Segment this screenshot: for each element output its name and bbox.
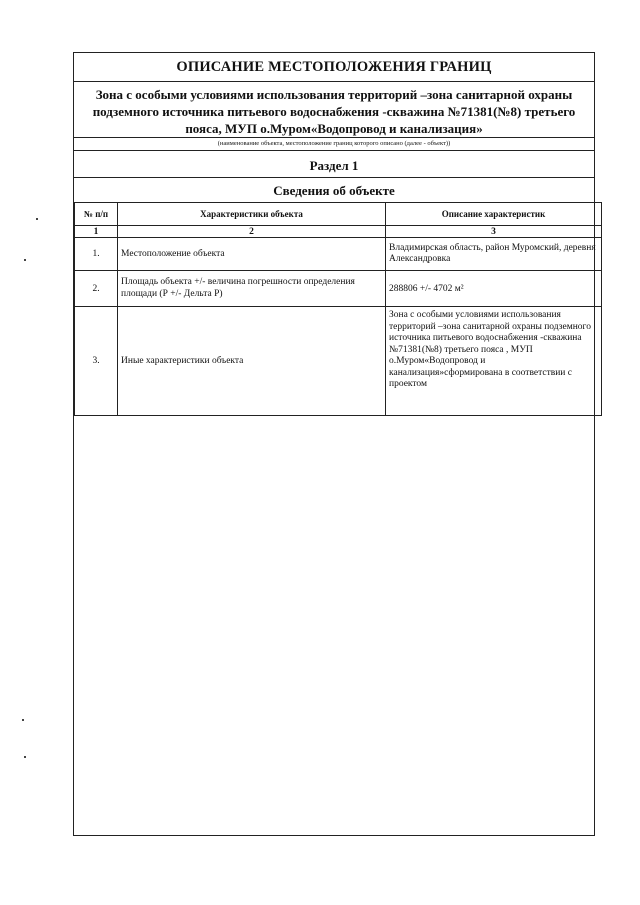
row-characteristic: Площадь объекта +/- величина погрешности определения площади (Р +/- Дельта Р) [118,271,386,307]
column-header: Описание характеристик [386,203,602,226]
divider [74,150,594,151]
column-header: № п/п [75,203,118,226]
column-number: 3 [386,226,602,238]
document-frame [73,52,595,836]
row-description: Владимирская область, район Муромский, деревня Александровка [386,238,602,271]
scan-mark [24,259,26,261]
row-number: 3. [75,307,118,416]
column-number: 1 [75,226,118,238]
scan-mark [22,719,24,721]
table-header-row [75,203,602,226]
divider [74,177,594,178]
divider [74,137,594,138]
section-label: Раздел 1 [309,158,359,173]
section-heading: Сведения об объекте [273,183,395,198]
column-header: Характеристики объекта [118,203,386,226]
table-row [75,238,602,271]
table-row [75,271,602,307]
divider [74,81,594,82]
column-number-row [75,226,602,238]
row-number: 2. [75,271,118,307]
row-characteristic: Местоположение объекта [118,238,386,271]
column-number: 2 [118,226,386,238]
scan-mark [36,218,38,220]
row-description: 288806 +/- 4702 м² [386,271,602,307]
row-number: 1. [75,238,118,271]
object-caption: (наименование объекта, местоположение границ которого описано (далее - объект)) [217,140,451,147]
row-description: Зона с особыми условиями использования территорий –зона санитарной охраны подземного источника питьевого водоснабжения -скважина №71381(№8) третьего пояса , МУП о.Муром«Водопровод и канализация»сформирована в соответствии с проектом [386,307,602,416]
table-row [75,307,602,416]
scan-mark [24,756,26,758]
object-subject: Зона с особыми условиями использования территорий –зона санитарной охраны подземного источника питьевого водоснабжения -скважина №71381(№8) третьего пояса, МУП о.Муром«Водопровод и канализация» [92,87,576,136]
row-characteristic: Иные характеристики объекта [118,307,386,416]
object-table [74,202,602,416]
document-title: ОПИСАНИЕ МЕСТОПОЛОЖЕНИЯ ГРАНИЦ [176,59,492,75]
